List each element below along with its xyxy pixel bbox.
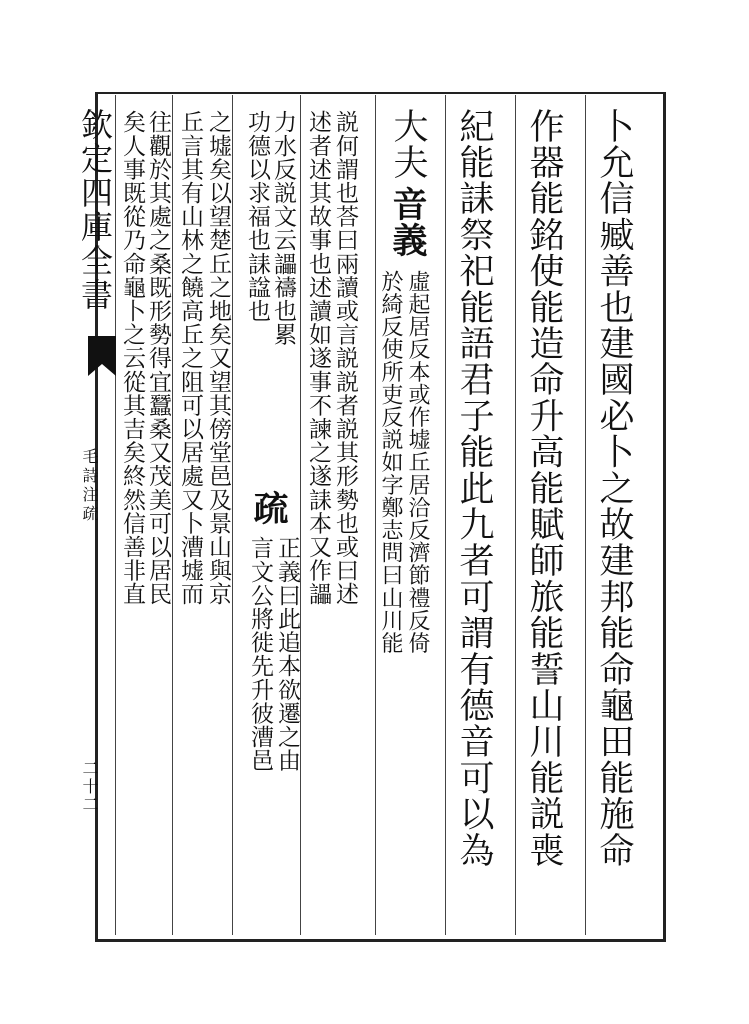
column-rule [585, 95, 586, 935]
section-title: 毛詩注疏 [80, 448, 99, 524]
commentary-line: 功德以求福也誄諡也 [244, 110, 270, 323]
column-rule [232, 95, 233, 935]
column-rule [300, 95, 301, 935]
commentary-line: 丘言其有山林之饒高丘之阻可以居處又卜漕墟而 [177, 110, 203, 606]
column-rule [172, 95, 173, 935]
commentary-line: 往觀於其處之桑既形勢得宜蠶桑又茂美可以居民 [145, 110, 171, 606]
commentary-line: 言文公將徙先升彼漕邑 [247, 536, 273, 772]
column-rule [515, 95, 516, 935]
commentary-line: 虛起居反本或作墟丘居洽反濟節禮反倚 [405, 270, 430, 655]
yinyi-label: 音義 [387, 186, 428, 259]
column-rule [445, 95, 446, 935]
commentary-line: 説何謂也荅曰兩讀或言説説者説其形勢也或曰述 [332, 110, 358, 606]
book-title: 欽定四庫全書 [76, 108, 114, 312]
text-column-4-head: 大夫 [388, 108, 428, 181]
text-column-3: 紀能誄祭祀能語君子能此九者可謂有德音可以為 [454, 108, 494, 869]
text-column-2: 作器能銘使能造命升高能賦師旅能誓山川能説喪 [524, 108, 564, 869]
column-rule [375, 95, 376, 935]
commentary-line: 於綺反使所吏反説如字鄭志問曰山川能 [378, 270, 403, 655]
commentary-line: 述者述其故事也述讀如遂事不諫之遂誄本又作讄 [305, 110, 331, 606]
text-column-1: 卜允信臧善也建國必卜之故建邦能命龜田能施命 [594, 108, 634, 869]
commentary-line: 矣人事既從乃命龜卜之云從其吉矣終然信善非直 [119, 110, 145, 606]
commentary-line: 正義曰此追本欲遷之由 [274, 536, 300, 772]
page-number: 二十二 [80, 760, 99, 814]
commentary-line: 之墟矣以望楚丘之地矣又望其傍堂邑及景山與京 [205, 110, 231, 606]
commentary-line: 力水反説文云讄禱也累 [270, 110, 296, 346]
shu-label: 疏 [248, 490, 289, 527]
